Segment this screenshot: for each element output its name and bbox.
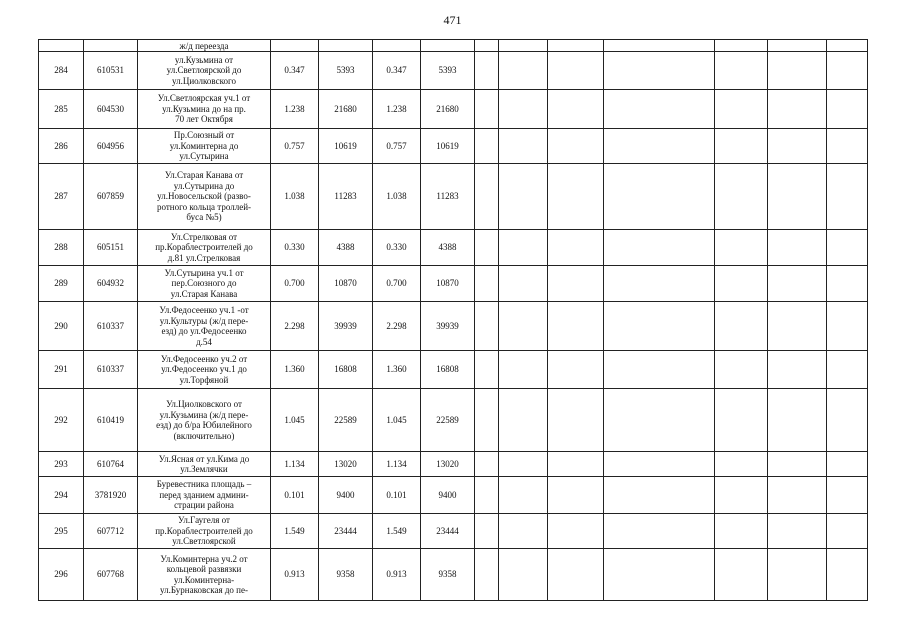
table-row [39,302,868,351]
cell-road-code: 3781920 [84,477,138,514]
cell-area-1: 11283 [319,164,373,230]
cell-area-1: 9400 [319,477,373,514]
cell-length-1: 0.347 [271,52,319,90]
cell-road-address: Буревестника площадь – перед зданием админи- страции района [138,477,271,514]
cell-road-code: 610764 [84,452,138,477]
cell-road-code: 607768 [84,549,138,601]
cell-row-number: 284 [39,52,84,90]
cell-row-number: 286 [39,129,84,164]
cell-empty [604,129,715,164]
table-row [39,351,868,389]
continuation-row [39,40,868,52]
cell-empty [548,302,604,351]
cell-empty [604,549,715,601]
cell-length-2: 1.238 [373,90,421,129]
cell-area-1: 4388 [319,230,373,266]
cell-length-2: 0.330 [373,230,421,266]
cell-empty [475,40,499,52]
cell-row-number: 291 [39,351,84,389]
cell-empty [499,389,548,452]
cell-empty [548,351,604,389]
cell-road-address: Ул.Сутырина уч.1 от пер.Союзного до ул.Старая Канава [138,266,271,302]
cell-road-code: 610419 [84,389,138,452]
cell-empty [548,40,604,52]
cell-length-2: 2.298 [373,302,421,351]
cell-empty [715,514,768,549]
cell-empty [827,40,868,52]
cell-area-2: 39939 [421,302,475,351]
cell-empty [499,514,548,549]
cell-empty [499,351,548,389]
cell-empty [548,549,604,601]
cell-empty [475,477,499,514]
table-row [39,90,868,129]
table-row [39,452,868,477]
cell-empty [548,129,604,164]
cell-empty [39,40,84,52]
cell-length-2: 1.549 [373,514,421,549]
cell-empty [604,389,715,452]
cell-empty [604,452,715,477]
cell-empty [548,266,604,302]
cell-road-address: Ул.Старая Канава от ул.Сутырина до ул.Новосельской (разво- ротного кольца троллей- буса №5) [138,164,271,230]
cell-row-number: 293 [39,452,84,477]
cell-row-number: 294 [39,477,84,514]
cell-empty [475,266,499,302]
cell-empty [768,549,827,601]
cell-empty [768,302,827,351]
table-row [39,266,868,302]
cell-empty [827,164,868,230]
cell-length-2: 1.360 [373,351,421,389]
cell-area-1: 39939 [319,302,373,351]
cell-area-1: 10870 [319,266,373,302]
cell-area-2: 21680 [421,90,475,129]
cell-length-1: 0.330 [271,230,319,266]
cell-row-number: 296 [39,549,84,601]
cell-area-2: 16808 [421,351,475,389]
cell-empty [499,549,548,601]
cell-length-1: 0.700 [271,266,319,302]
cell-length-2: 0.347 [373,52,421,90]
cell-empty [499,266,548,302]
cell-road-code: 604932 [84,266,138,302]
continuation-text: ж/д переезда [138,40,271,52]
cell-area-2: 9358 [421,549,475,601]
page-number: 471 [443,13,462,27]
cell-length-1: 2.298 [271,302,319,351]
cell-length-2: 0.757 [373,129,421,164]
cell-empty [548,90,604,129]
cell-empty [768,514,827,549]
cell-empty [499,52,548,90]
cell-length-1: 1.038 [271,164,319,230]
cell-empty [715,549,768,601]
cell-area-2: 4388 [421,230,475,266]
cell-road-address: Ул.Светлоярская уч.1 от ул.Кузьмина до на пр. 70 лет Октября [138,90,271,129]
cell-empty [827,90,868,129]
cell-empty [475,129,499,164]
cell-length-1: 1.360 [271,351,319,389]
cell-empty [715,230,768,266]
cell-row-number: 287 [39,164,84,230]
cell-empty [499,302,548,351]
cell-empty [768,477,827,514]
cell-empty [715,40,768,52]
cell-road-address: Ул.Коминтерна уч.2 от кольцевой развязки ул.Коминтерна- ул.Бурнаковская до пе- [138,549,271,601]
cell-empty [827,389,868,452]
cell-length-2: 1.038 [373,164,421,230]
cell-road-code: 604956 [84,129,138,164]
cell-road-address: Ул.Циолковского от ул.Кузьмина (ж/д пере- езд) до б/ра Юбилейного (включительно) [138,389,271,452]
cell-length-1: 1.045 [271,389,319,452]
cell-road-code: 604530 [84,90,138,129]
cell-area-2: 5393 [421,52,475,90]
cell-empty [548,164,604,230]
cell-empty [373,40,421,52]
cell-empty [827,302,868,351]
cell-length-1: 1.549 [271,514,319,549]
cell-empty [827,230,868,266]
cell-empty [548,389,604,452]
table-row [39,52,868,90]
cell-area-2: 13020 [421,452,475,477]
cell-empty [827,266,868,302]
cell-empty [475,52,499,90]
cell-empty [827,477,868,514]
cell-empty [604,230,715,266]
cell-empty [768,52,827,90]
table-row [39,477,868,514]
cell-empty [548,52,604,90]
cell-road-address: Ул.Гаугеля от пр.Кораблестроителей до ул.Светлоярской [138,514,271,549]
cell-empty [499,477,548,514]
table-row [39,389,868,452]
cell-area-2: 10619 [421,129,475,164]
table-row [39,129,868,164]
cell-area-2: 9400 [421,477,475,514]
cell-length-2: 0.101 [373,477,421,514]
cell-empty [499,230,548,266]
cell-empty [475,164,499,230]
cell-empty [548,230,604,266]
cell-empty [604,52,715,90]
cell-area-1: 22589 [319,389,373,452]
cell-area-2: 22589 [421,389,475,452]
cell-empty [715,351,768,389]
cell-road-code: 610531 [84,52,138,90]
cell-row-number: 292 [39,389,84,452]
cell-empty [548,477,604,514]
cell-road-address: Ул.Федосеенко уч.1 -от ул.Культуры (ж/д пере- езд) до ул.Федосеенко д.54 [138,302,271,351]
cell-road-address: Ул.Стрелковая от пр.Кораблестроителей до д.81 ул.Стрелковая [138,230,271,266]
cell-row-number: 295 [39,514,84,549]
cell-empty [604,351,715,389]
cell-row-number: 289 [39,266,84,302]
cell-area-2: 11283 [421,164,475,230]
cell-empty [715,389,768,452]
cell-length-1: 1.134 [271,452,319,477]
cell-length-2: 1.134 [373,452,421,477]
cell-empty [827,351,868,389]
cell-area-1: 21680 [319,90,373,129]
table-row [39,230,868,266]
cell-empty [475,389,499,452]
cell-road-address: Ул.Ясная от ул.Кима до ул.Землячки [138,452,271,477]
cell-empty [827,514,868,549]
cell-empty [768,90,827,129]
cell-empty [604,514,715,549]
cell-road-address: Ул.Федосеенко уч.2 от ул.Федосеенко уч.1 до ул.Торфяной [138,351,271,389]
cell-empty [768,164,827,230]
cell-empty [768,452,827,477]
cell-empty [768,266,827,302]
cell-empty [604,40,715,52]
cell-empty [768,40,827,52]
cell-road-code: 607859 [84,164,138,230]
cell-empty [475,351,499,389]
road-register-table [38,39,868,601]
cell-row-number: 285 [39,90,84,129]
cell-length-2: 1.045 [373,389,421,452]
cell-empty [475,514,499,549]
cell-empty [475,90,499,129]
cell-empty [475,549,499,601]
table-row [39,164,868,230]
cell-area-1: 5393 [319,52,373,90]
cell-area-2: 10870 [421,266,475,302]
cell-empty [604,164,715,230]
cell-empty [768,129,827,164]
cell-empty [499,164,548,230]
cell-empty [715,302,768,351]
cell-empty [715,266,768,302]
cell-empty [475,452,499,477]
cell-empty [84,40,138,52]
cell-length-1: 0.101 [271,477,319,514]
cell-area-1: 23444 [319,514,373,549]
cell-length-1: 0.913 [271,549,319,601]
cell-length-2: 0.700 [373,266,421,302]
cell-empty [715,52,768,90]
cell-area-2: 23444 [421,514,475,549]
cell-road-address: ул.Кузьмина от ул.Светлоярской до ул.Циолковского [138,52,271,90]
cell-road-code: 610337 [84,351,138,389]
cell-empty [827,129,868,164]
cell-empty [768,351,827,389]
cell-empty [715,452,768,477]
table-body [39,40,868,601]
cell-empty [715,477,768,514]
cell-area-1: 16808 [319,351,373,389]
cell-empty [499,129,548,164]
cell-row-number: 288 [39,230,84,266]
cell-length-2: 0.913 [373,549,421,601]
cell-empty [319,40,373,52]
cell-empty [548,452,604,477]
cell-empty [715,90,768,129]
cell-empty [604,477,715,514]
cell-empty [604,266,715,302]
cell-road-code: 605151 [84,230,138,266]
cell-empty [604,302,715,351]
cell-length-1: 0.757 [271,129,319,164]
cell-empty [768,389,827,452]
cell-empty [499,90,548,129]
cell-empty [475,302,499,351]
cell-area-1: 13020 [319,452,373,477]
cell-empty [715,164,768,230]
cell-empty [475,230,499,266]
cell-area-1: 10619 [319,129,373,164]
cell-road-code: 607712 [84,514,138,549]
cell-length-1: 1.238 [271,90,319,129]
cell-row-number: 290 [39,302,84,351]
cell-empty [499,40,548,52]
cell-empty [827,549,868,601]
table-row [39,514,868,549]
cell-road-address: Пр.Союзный от ул.Коминтерна до ул.Сутырина [138,129,271,164]
cell-empty [715,129,768,164]
cell-empty [827,52,868,90]
cell-empty [271,40,319,52]
cell-empty [421,40,475,52]
cell-empty [499,452,548,477]
cell-empty [827,452,868,477]
cell-empty [604,90,715,129]
cell-area-1: 9358 [319,549,373,601]
table-row [39,549,868,601]
cell-empty [768,230,827,266]
cell-empty [548,514,604,549]
cell-road-code: 610337 [84,302,138,351]
